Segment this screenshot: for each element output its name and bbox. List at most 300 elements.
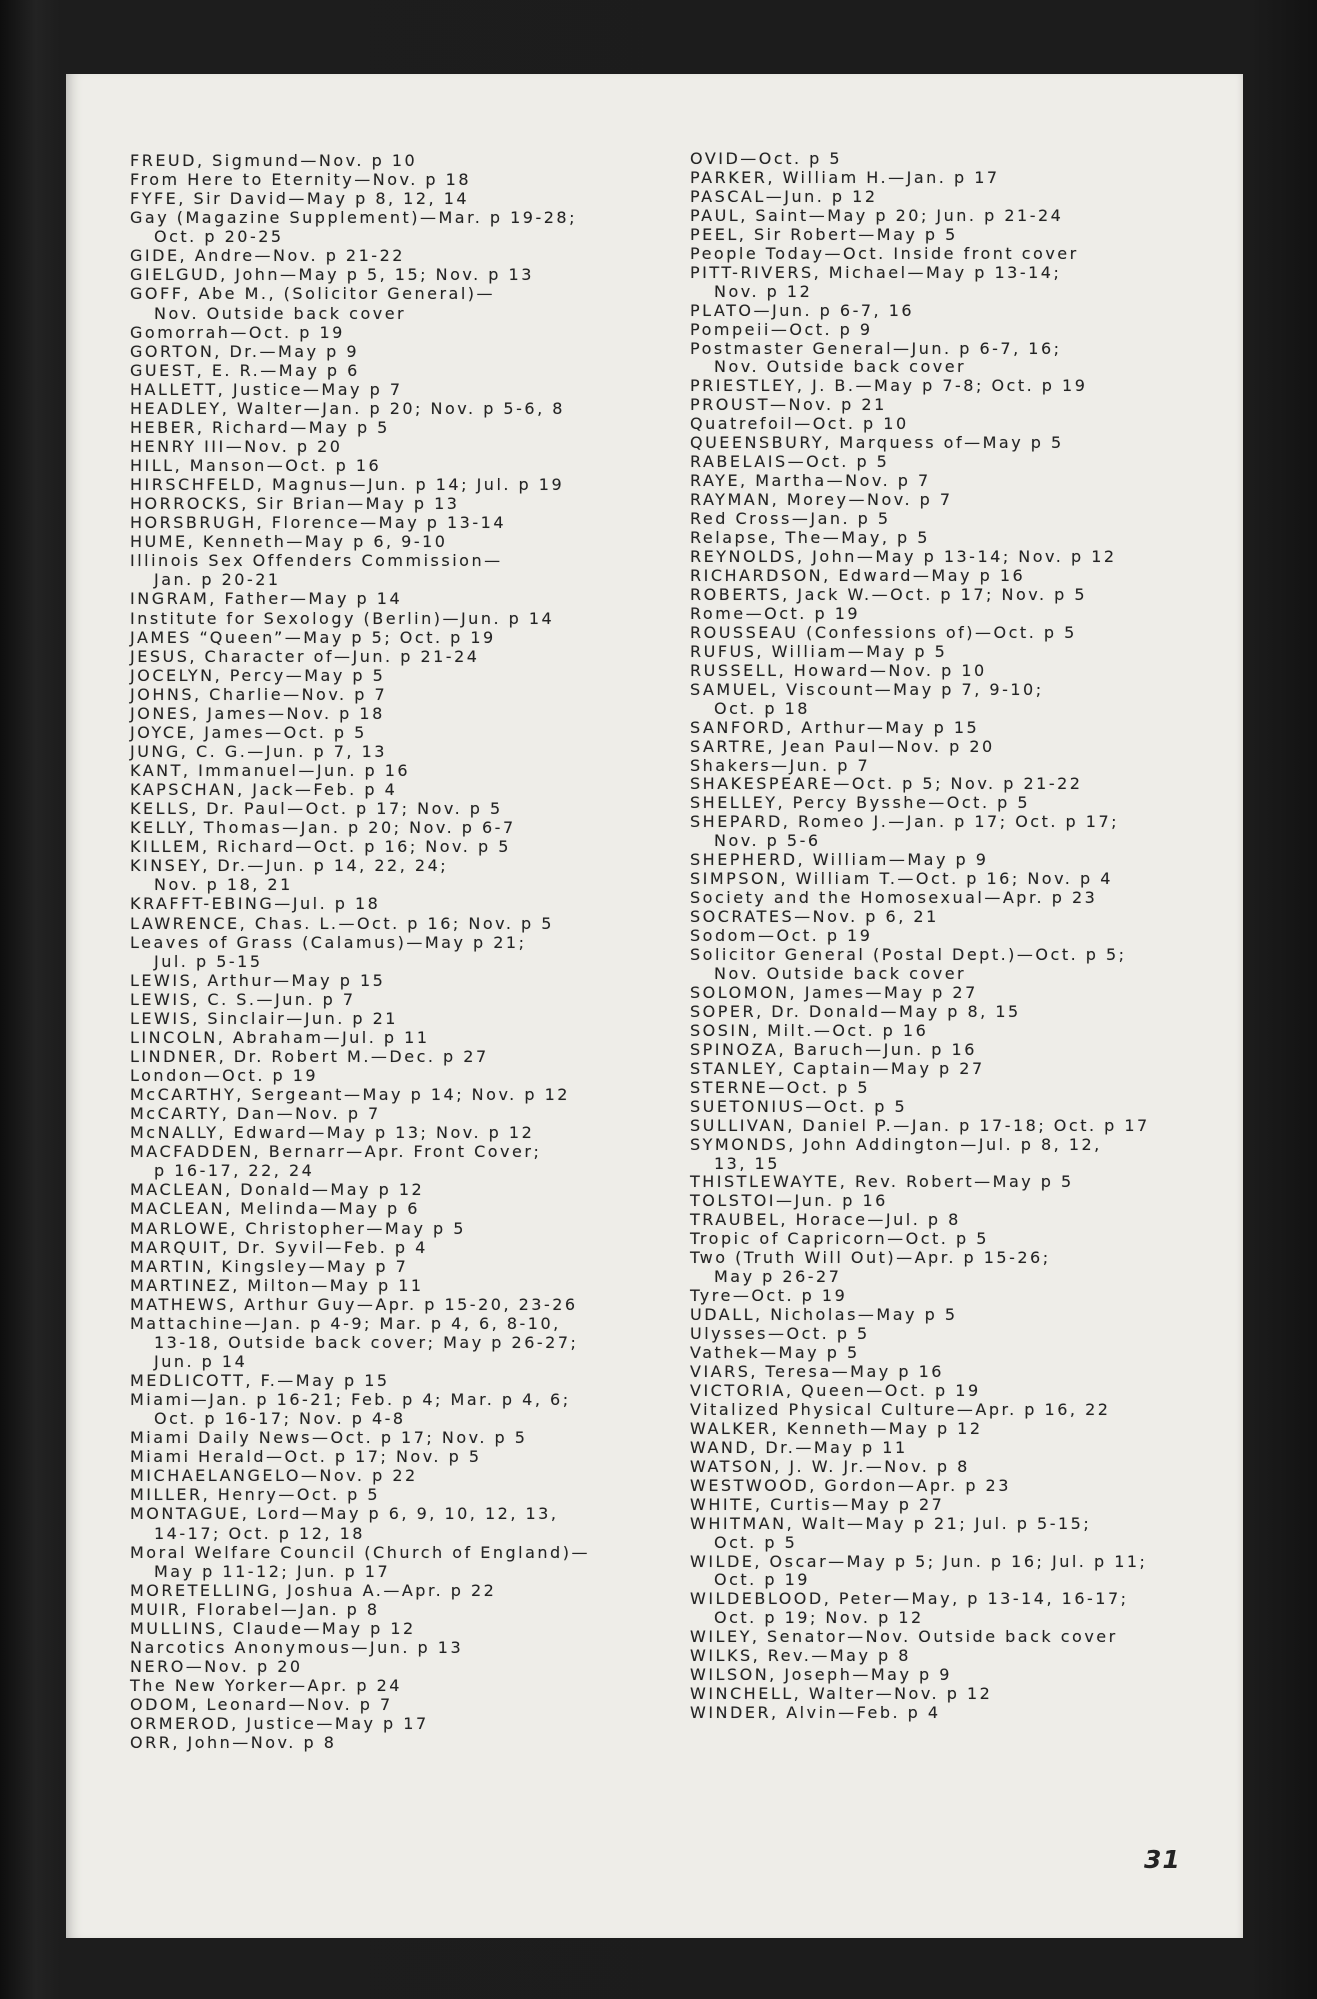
index-entry xyxy=(690,794,1150,813)
index-entry-line: Miami—Jan. p 16-21; Feb. p 4; Mar. p 4, 6; xyxy=(130,1390,571,1410)
index-entry xyxy=(130,933,590,971)
index-entry-line: London—Oct. p 19 xyxy=(130,1066,319,1085)
index-entry xyxy=(130,1466,590,1485)
index-entry xyxy=(690,1401,1150,1420)
index-entry xyxy=(690,586,1150,605)
index-entry xyxy=(690,927,1150,946)
index-entry-line: McCARTHY, Sergeant—May p 14; Nov. p 12 xyxy=(130,1085,570,1105)
index-entry-line: McNALLY, Edward—May p 13; Nov. p 12 xyxy=(130,1123,535,1143)
index-entry-line: SHEPARD, Romeo J.—Jan. p 17; Oct. p 17; xyxy=(690,812,1120,832)
index-entry-line: MATHEWS, Arthur Guy—Apr. p 15-20, 23-26 xyxy=(130,1294,578,1314)
index-entry-line: ODOM, Leonard—Nov. p 7 xyxy=(130,1695,393,1715)
index-entry-line: FREUD, Sigmund—Nov. p 10 xyxy=(130,151,418,170)
index-entry xyxy=(690,1117,1150,1136)
index-entry xyxy=(130,1619,590,1638)
index-entry xyxy=(130,265,590,284)
index-entry-line: HIRSCHFELD, Magnus—Jun. p 14; Jul. p 19 xyxy=(130,475,565,495)
index-entry-line: SYMONDS, John Addington—Jul. p 8, 12, xyxy=(690,1134,1102,1154)
index-entry-line: Vathek—May p 5 xyxy=(690,1343,860,1363)
index-entry xyxy=(130,1123,590,1142)
index-entry xyxy=(130,1219,590,1238)
index-entry-line: WILKS, Rev.—May p 8 xyxy=(690,1646,911,1666)
index-entry-line: Postmaster General—Jun. p 6-7, 16; xyxy=(690,338,1062,358)
index-entry-line: SPINOZA, Baruch—Jun. p 16 xyxy=(690,1039,977,1059)
index-entry-line: HEADLEY, Walter—Jan. p 20; Nov. p 5-6, 8 xyxy=(130,398,565,418)
index-entry-line: PARKER, William H.—Jan. p 17 xyxy=(690,167,1000,187)
index-entry xyxy=(690,377,1150,396)
index-entry-line: STANLEY, Captain—May p 27 xyxy=(690,1058,985,1078)
index-entry-continuation-line: Nov. Outside back cover xyxy=(154,303,407,323)
index-entry xyxy=(130,361,590,380)
index-entry xyxy=(690,813,1150,851)
index-entry-continuation-line: Nov. Outside back cover xyxy=(714,357,967,377)
index-entry xyxy=(690,340,1150,378)
index-entry-line: INGRAM, Father—May p 14 xyxy=(130,589,403,609)
index-entry xyxy=(690,150,1150,169)
index-entry-line: LINCOLN, Abraham—Jul. p 11 xyxy=(130,1027,430,1047)
index-entry xyxy=(130,1180,590,1199)
index-entry-line: LEWIS, Sinclair—Jun. p 21 xyxy=(130,1008,398,1028)
index-entry xyxy=(130,628,590,647)
index-entry xyxy=(130,475,590,494)
index-entry-line: MUIR, Florabel—Jan. p 8 xyxy=(130,1599,380,1619)
index-entry-continuation-line: Oct. p 5 xyxy=(714,1532,798,1552)
index-entry xyxy=(690,1628,1150,1647)
index-entry xyxy=(690,1287,1150,1306)
index-entry-line: Quatrefoil—Oct. p 10 xyxy=(690,414,909,434)
index-entry xyxy=(690,472,1150,491)
index-entry xyxy=(690,453,1150,472)
index-entry-line: SAMUEL, Viscount—May p 7, 9-10; xyxy=(690,679,1044,699)
index-entry-continuation-line: Jan. p 20-21 xyxy=(154,570,281,590)
index-entry xyxy=(690,870,1150,889)
index-entry-line: KILLEM, Richard—Oct. p 16; Nov. p 5 xyxy=(130,837,511,857)
index-entry-line: PITT-RIVERS, Michael—May p 13-14; xyxy=(690,262,1062,282)
index-entry xyxy=(130,837,590,856)
index-entry-continuation-line: May p 26-27 xyxy=(714,1267,842,1287)
index-entry-line: Miami Herald—Oct. p 17; Nov. p 5 xyxy=(130,1447,482,1467)
index-entry-line: ROUSSEAU (Confessions of)—Oct. p 5 xyxy=(690,622,1077,642)
index-entry xyxy=(690,321,1150,340)
index-entry xyxy=(690,1306,1150,1325)
index-entry xyxy=(130,1447,590,1466)
index-entry xyxy=(130,647,590,666)
index-entry xyxy=(130,189,590,208)
index-entry xyxy=(690,643,1150,662)
index-entry-continuation-line: Jul. p 5-15 xyxy=(154,951,263,971)
index-entry xyxy=(130,589,590,608)
index-entry xyxy=(130,1657,590,1676)
index-entry-continuation-line: Nov. Outside back cover xyxy=(714,963,967,983)
index-entry-line: Narcotics Anonymous—Jun. p 13 xyxy=(130,1637,464,1657)
index-entry xyxy=(130,323,590,342)
index-entry-continuation-line: Nov. p 5-6 xyxy=(714,831,821,851)
index-entry xyxy=(690,1079,1150,1098)
index-entry-line: Tyre—Oct. p 19 xyxy=(690,1286,848,1306)
index-entry-line: HORSBRUGH, Florence—May p 13-14 xyxy=(130,513,506,533)
index-entry-line: JOCELYN, Percy—May p 5 xyxy=(130,665,386,685)
index-entry-line: MARLOWE, Christopher—May p 5 xyxy=(130,1218,466,1238)
index-entry-line: The New Yorker—Apr. p 24 xyxy=(130,1676,402,1695)
index-entry-line: VIARS, Teresa—May p 16 xyxy=(690,1362,944,1381)
index-entry xyxy=(690,1496,1150,1515)
index-entry xyxy=(690,624,1150,643)
index-entry-line: KELLY, Thomas—Jan. p 20; Nov. p 6-7 xyxy=(130,818,516,838)
index-entry-line: Pompeii—Oct. p 9 xyxy=(690,319,873,339)
index-entry-line: RABELAIS—Oct. p 5 xyxy=(690,452,890,472)
index-entry-line: RUSSELL, Howard—Nov. p 10 xyxy=(690,660,987,680)
index-entry-line: KRAFFT-EBING—Jul. p 18 xyxy=(130,894,381,914)
index-entry xyxy=(690,529,1150,548)
index-entry xyxy=(690,1041,1150,1060)
index-entry xyxy=(690,1003,1150,1022)
index-entry xyxy=(130,1295,590,1314)
page-number: 31 xyxy=(1144,1845,1181,1874)
index-entry-line: PAUL, Saint—May p 20; Jun. p 21-24 xyxy=(690,205,1064,225)
index-entry xyxy=(130,894,590,913)
index-entry xyxy=(130,284,590,322)
index-entry xyxy=(130,1676,590,1695)
index-entry xyxy=(130,170,590,189)
index-entry-line: Shakers—Jun. p 7 xyxy=(690,755,871,775)
index-entry-line: ORMEROD, Justice—May p 17 xyxy=(130,1714,429,1734)
index-entry xyxy=(130,1009,590,1028)
index-entry-line: LINDNER, Dr. Robert M.—Dec. p 27 xyxy=(130,1046,489,1066)
index-entry-line: Gay (Magazine Supplement)—Mar. p 19-28; xyxy=(130,208,577,228)
index-entry-line: SOLOMON, James—May p 27 xyxy=(690,982,978,1002)
index-entry xyxy=(690,1173,1150,1192)
index-entry-line: HUME, Kenneth—May p 6, 9-10 xyxy=(130,532,448,552)
index-entry-line: WATSON, J. W. Jr.—Nov. p 8 xyxy=(690,1456,970,1476)
index-entry-continuation-line: 14-17; Oct. p 12, 18 xyxy=(154,1523,365,1543)
index-entry-line: KINSEY, Dr.—Jun. p 14, 22, 24; xyxy=(130,856,449,876)
index-entry xyxy=(130,1104,590,1123)
index-entry-line: Mattachine—Jan. p 4-9; Mar. p 4, 6, 8-10, xyxy=(130,1313,561,1333)
index-entry xyxy=(690,851,1150,870)
index-entry-line: From Here to Eternity—Nov. p 18 xyxy=(130,170,472,190)
index-entry-line: ROBERTS, Jack W.—Oct. p 17; Nov. p 5 xyxy=(690,584,1088,604)
index-entry xyxy=(130,1199,590,1218)
index-entry-line: NERO—Nov. p 20 xyxy=(130,1656,303,1676)
index-entry-line: MACLEAN, Melinda—May p 6 xyxy=(130,1199,420,1219)
index-entry xyxy=(690,510,1150,529)
index-entry-line: MACFADDEN, Bernarr—Apr. Front Cover; xyxy=(130,1142,542,1162)
index-entry xyxy=(690,1420,1150,1439)
index-entry xyxy=(690,1136,1150,1174)
index-entry-line: LEWIS, Arthur—May p 15 xyxy=(130,970,386,990)
index-entry-line: MORETELLING, Joshua A.—Apr. p 22 xyxy=(130,1580,497,1600)
index-entry xyxy=(130,666,590,685)
index-entry-line: WILEY, Senator—Nov. Outside back cover xyxy=(690,1627,1118,1647)
index-entry-line: Tropic of Capricorn—Oct. p 5 xyxy=(690,1229,989,1249)
index-entry-line: Gomorrah—Oct. p 19 xyxy=(130,322,345,342)
index-entry xyxy=(690,1439,1150,1458)
index-entry-continuation-line: Oct. p 19; Nov. p 12 xyxy=(714,1608,924,1628)
index-entry-line: GORTON, Dr.—May p 9 xyxy=(130,341,360,361)
index-entry xyxy=(130,704,590,723)
index-entry xyxy=(690,1230,1150,1249)
index-entry xyxy=(130,1485,590,1504)
index-entry xyxy=(690,1192,1150,1211)
index-entry-line: WHITE, Curtis—May p 27 xyxy=(690,1494,945,1514)
index-entry-line: PRIESTLEY, J. B.—May p 7-8; Oct. p 19 xyxy=(690,376,1088,396)
index-entry-line: TOLSTOI—Jun. p 16 xyxy=(690,1191,888,1211)
index-entry xyxy=(690,1022,1150,1041)
index-entry xyxy=(690,984,1150,1003)
index-entry-line: LAWRENCE, Chas. L.—Oct. p 16; Nov. p 5 xyxy=(130,913,554,933)
index-entry xyxy=(690,207,1150,226)
index-entry xyxy=(690,719,1150,738)
index-entry xyxy=(130,1028,590,1047)
index-entry xyxy=(130,1390,590,1428)
index-entry xyxy=(130,1314,590,1371)
index-entry xyxy=(690,757,1150,776)
index-entry-line: WAND, Dr.—May p 11 xyxy=(690,1437,908,1457)
index-entry xyxy=(690,1704,1150,1723)
index-entry-line: Rome—Oct. p 19 xyxy=(690,603,861,623)
index-entry xyxy=(690,1249,1150,1287)
index-entry xyxy=(130,1695,590,1714)
index-column-right xyxy=(690,150,1150,1723)
index-entry-line: Miami Daily News—Oct. p 17; Nov. p 5 xyxy=(130,1428,528,1448)
index-entry-line: JAMES “Queen”—May p 5; Oct. p 19 xyxy=(130,627,496,647)
index-entry-line: Relapse, The—May, p 5 xyxy=(690,528,930,548)
index-entry xyxy=(130,1638,590,1657)
index-entry xyxy=(130,342,590,361)
index-entry xyxy=(130,456,590,475)
index-entry xyxy=(130,856,590,894)
index-entry xyxy=(130,685,590,704)
index-entry xyxy=(690,1515,1150,1553)
index-entry-line: HEBER, Richard—May p 5 xyxy=(130,417,390,437)
index-entry-line: Vitalized Physical Culture—Apr. p 16, 22 xyxy=(690,1399,1111,1419)
index-entry xyxy=(130,723,590,742)
index-entry-line: PEEL, Sir Robert—May p 5 xyxy=(690,224,958,244)
index-entry-line: MARTIN, Kingsley—May p 7 xyxy=(130,1256,409,1276)
index-entry xyxy=(130,1047,590,1066)
index-entry xyxy=(690,548,1150,567)
index-page xyxy=(66,74,1243,1938)
index-entry-line: ORR, John—Nov. p 8 xyxy=(130,1733,337,1753)
index-entry xyxy=(130,418,590,437)
index-entry-line: SOCRATES—Nov. p 6, 21 xyxy=(690,907,939,927)
index-entry xyxy=(130,532,590,551)
index-entry-line: HILL, Manson—Oct. p 16 xyxy=(130,456,382,475)
index-entry xyxy=(690,415,1150,434)
index-entry xyxy=(130,1142,590,1180)
index-entry xyxy=(690,889,1150,908)
index-entry xyxy=(690,1666,1150,1685)
index-entry-line: Red Cross—Jan. p 5 xyxy=(690,509,891,529)
index-entry-line: FYFE, Sir David—May p 8, 12, 14 xyxy=(130,189,470,209)
index-entry xyxy=(130,494,590,513)
index-entry-line: KANT, Immanuel—Jun. p 16 xyxy=(130,761,411,780)
index-entry-line: Society and the Homosexual—Apr. p 23 xyxy=(690,888,1098,908)
index-entry-line: WESTWOOD, Gordon—Apr. p 23 xyxy=(690,1475,1011,1495)
index-entry xyxy=(130,1733,590,1752)
index-entry xyxy=(130,1504,590,1542)
index-entry-line: HENRY III—Nov. p 20 xyxy=(130,436,343,456)
index-entry-line: MICHAELANGELO—Nov. p 22 xyxy=(130,1466,418,1486)
index-entry-line: MARQUIT, Dr. Syvil—Feb. p 4 xyxy=(130,1237,428,1257)
index-entry-line: GUEST, E. R.—May p 6 xyxy=(130,360,360,380)
index-entry-line: Moral Welfare Council (Church of England)— xyxy=(130,1542,590,1562)
index-entry xyxy=(690,226,1150,245)
index-entry-line: SHAKESPEARE—Oct. p 5; Nov. p 21-22 xyxy=(690,774,1083,794)
index-entry-line: MILLER, Henry—Oct. p 5 xyxy=(130,1485,381,1505)
index-entry xyxy=(130,208,590,246)
index-entry-line: KAPSCHAN, Jack—Feb. p 4 xyxy=(130,780,398,800)
index-entry xyxy=(690,1458,1150,1477)
index-entry xyxy=(690,908,1150,927)
index-entry xyxy=(690,264,1150,302)
index-entry xyxy=(130,1085,590,1104)
index-entry-line: MARTINEZ, Milton—May p 11 xyxy=(130,1275,424,1295)
index-entry-line: Two (Truth Will Out)—Apr. p 15-26; xyxy=(690,1248,1051,1268)
index-entry xyxy=(130,1276,590,1295)
index-entry-line: WILDE, Oscar—May p 5; Jun. p 16; Jul. p 11; xyxy=(690,1551,1148,1571)
index-entry-line: Ulysses—Oct. p 5 xyxy=(690,1324,870,1344)
index-entry xyxy=(130,1581,590,1600)
index-entry xyxy=(690,1098,1150,1117)
index-entry-line: RAYE, Martha—Nov. p 7 xyxy=(690,471,931,491)
index-entry-line: GIDE, Andre—Nov. p 21-22 xyxy=(130,246,405,266)
index-entry-line: WILDEBLOOD, Peter—May, p 13-14, 16-17; xyxy=(690,1589,1129,1609)
index-entry xyxy=(690,1685,1150,1704)
index-entry xyxy=(130,990,590,1009)
index-entry-line: VICTORIA, Queen—Oct. p 19 xyxy=(690,1380,981,1400)
index-entry-continuation-line: 13, 15 xyxy=(714,1153,780,1173)
index-entry-line: WHITMAN, Walt—May p 21; Jul. p 5-15; xyxy=(690,1513,1092,1533)
index-entry-line: SHELLEY, Percy Bysshe—Oct. p 5 xyxy=(690,793,1031,813)
index-entry xyxy=(130,1066,590,1085)
index-column-left xyxy=(130,151,590,1752)
index-entry-line: SANFORD, Arthur—May p 15 xyxy=(690,717,980,737)
index-entry-line: MEDLICOTT, F.—May p 15 xyxy=(130,1371,390,1390)
index-entry-line: SULLIVAN, Daniel P.—Jan. p 17-18; Oct. p 17 xyxy=(690,1115,1150,1135)
index-entry-line: SOPER, Dr. Donald—May p 8, 15 xyxy=(690,1001,1021,1021)
index-entry-continuation-line: Oct. p 20-25 xyxy=(154,227,284,247)
index-entry xyxy=(130,513,590,532)
index-entry-line: REYNOLDS, John—May p 13-14; Nov. p 12 xyxy=(690,547,1117,567)
index-entry-continuation-line: Oct. p 18 xyxy=(714,698,810,718)
index-entry-line: WALKER, Kenneth—May p 12 xyxy=(690,1418,983,1438)
index-entry-line: SIMPSON, William T.—Oct. p 16; Nov. p 4 xyxy=(690,869,1113,889)
index-entry xyxy=(130,609,590,628)
index-entry xyxy=(130,761,590,780)
index-entry-line: Illinois Sex Offenders Commission— xyxy=(130,551,503,571)
index-entry xyxy=(690,605,1150,624)
index-entry-line: LEWIS, C. S.—Jun. p 7 xyxy=(130,989,356,1009)
index-entry xyxy=(690,662,1150,681)
index-entry-line: RAYMAN, Morey—Nov. p 7 xyxy=(690,490,953,510)
index-entry xyxy=(130,437,590,456)
index-entry-line: KELLS, Dr. Paul—Oct. p 17; Nov. p 5 xyxy=(130,799,503,819)
index-entry-line: JOHNS, Charlie—Nov. p 7 xyxy=(130,684,388,704)
index-entry xyxy=(130,818,590,837)
index-entry xyxy=(690,1647,1150,1666)
index-entry xyxy=(690,681,1150,719)
index-entry-line: Leaves of Grass (Calamus)—May p 21; xyxy=(130,932,527,952)
index-entry-line: Sodom—Oct. p 19 xyxy=(690,926,873,946)
index-entry xyxy=(130,1428,590,1447)
index-entry xyxy=(690,1211,1150,1230)
index-entry xyxy=(130,1238,590,1257)
index-entry-continuation-line: Oct. p 19 xyxy=(714,1570,810,1590)
index-entry xyxy=(130,971,590,990)
index-entry xyxy=(130,799,590,818)
index-entry-continuation-line: Oct. p 16-17; Nov. p 4-8 xyxy=(154,1409,406,1429)
index-entry xyxy=(690,169,1150,188)
index-entry-line: QUEENSBURY, Marquess of—May p 5 xyxy=(690,433,1064,453)
index-entry-line: HALLETT, Justice—May p 7 xyxy=(130,379,403,399)
index-entry-line: RICHARDSON, Edward—May p 16 xyxy=(690,565,1026,585)
index-entry-line: JESUS, Character of—Jun. p 21-24 xyxy=(130,646,480,666)
index-entry-line: UDALL, Nicholas—May p 5 xyxy=(690,1305,958,1325)
index-entry-line: GOFF, Abe M., (Solicitor General)— xyxy=(130,284,496,304)
index-entry xyxy=(130,1257,590,1276)
index-entry-continuation-line: May p 11-12; Jun. p 17 xyxy=(154,1561,391,1581)
index-entry-line: STERNE—Oct. p 5 xyxy=(690,1077,870,1097)
index-entry-line: PROUST—Nov. p 21 xyxy=(690,395,887,415)
index-entry-line: WILSON, Joseph—May p 9 xyxy=(690,1665,952,1685)
index-entry-continuation-line: p 16-17, 22, 24 xyxy=(154,1161,315,1181)
index-entry-line: JONES, James—Nov. p 18 xyxy=(130,703,385,723)
index-entry-line: JUNG, C. G.—Jun. p 7, 13 xyxy=(130,741,387,761)
index-entry-line: MULLINS, Claude—May p 12 xyxy=(130,1618,416,1638)
index-entry-line: JOYCE, James—Oct. p 5 xyxy=(130,722,367,742)
index-entry xyxy=(690,396,1150,415)
index-entry-line: Solicitor General (Postal Dept.)—Oct. p 5; xyxy=(690,945,1127,965)
index-entry xyxy=(130,1543,590,1581)
index-entry-line: PLATO—Jun. p 6-7, 16 xyxy=(690,300,915,320)
index-entry-continuation-line: 13-18, Outside back cover; May p 26-27; xyxy=(154,1332,579,1352)
index-entry-line: GIELGUD, John—May p 5, 15; Nov. p 13 xyxy=(130,265,534,285)
index-entry xyxy=(690,1060,1150,1079)
index-entry xyxy=(690,1477,1150,1496)
index-entry xyxy=(690,1590,1150,1628)
index-entry-line: People Today—Oct. Inside front cover xyxy=(690,243,1079,263)
index-entry-line: MONTAGUE, Lord—May p 6, 9, 10, 12, 13, xyxy=(130,1504,559,1524)
index-entry xyxy=(690,567,1150,586)
index-entry xyxy=(690,946,1150,984)
index-entry-line: WINDER, Alvin—Feb. p 4 xyxy=(690,1703,941,1723)
index-entry xyxy=(690,491,1150,510)
index-entry-continuation-line: Nov. p 12 xyxy=(714,281,813,301)
index-entry xyxy=(690,738,1150,757)
index-entry xyxy=(690,188,1150,207)
index-entry xyxy=(690,1344,1150,1363)
index-entry xyxy=(690,245,1150,264)
index-entry xyxy=(690,1325,1150,1344)
index-entry xyxy=(690,1553,1150,1591)
index-entry xyxy=(690,434,1150,453)
index-entry-line: SARTRE, Jean Paul—Nov. p 20 xyxy=(690,736,995,756)
index-entry-line: WINCHELL, Walter—Nov. p 12 xyxy=(690,1684,993,1704)
index-entry xyxy=(130,780,590,799)
index-entry xyxy=(130,1371,590,1390)
index-entry-line: SUETONIUS—Oct. p 5 xyxy=(690,1096,908,1116)
index-entry xyxy=(690,775,1150,794)
index-entry xyxy=(130,742,590,761)
index-entry xyxy=(690,1382,1150,1401)
index-entry xyxy=(130,551,590,589)
index-entry-line: PASCAL—Jun. p 12 xyxy=(690,186,878,206)
index-entry xyxy=(130,914,590,933)
index-entry-line: SHEPHERD, William—May p 9 xyxy=(690,850,989,870)
index-entry-continuation-line: Jun. p 14 xyxy=(154,1351,248,1371)
index-entry xyxy=(130,1600,590,1619)
